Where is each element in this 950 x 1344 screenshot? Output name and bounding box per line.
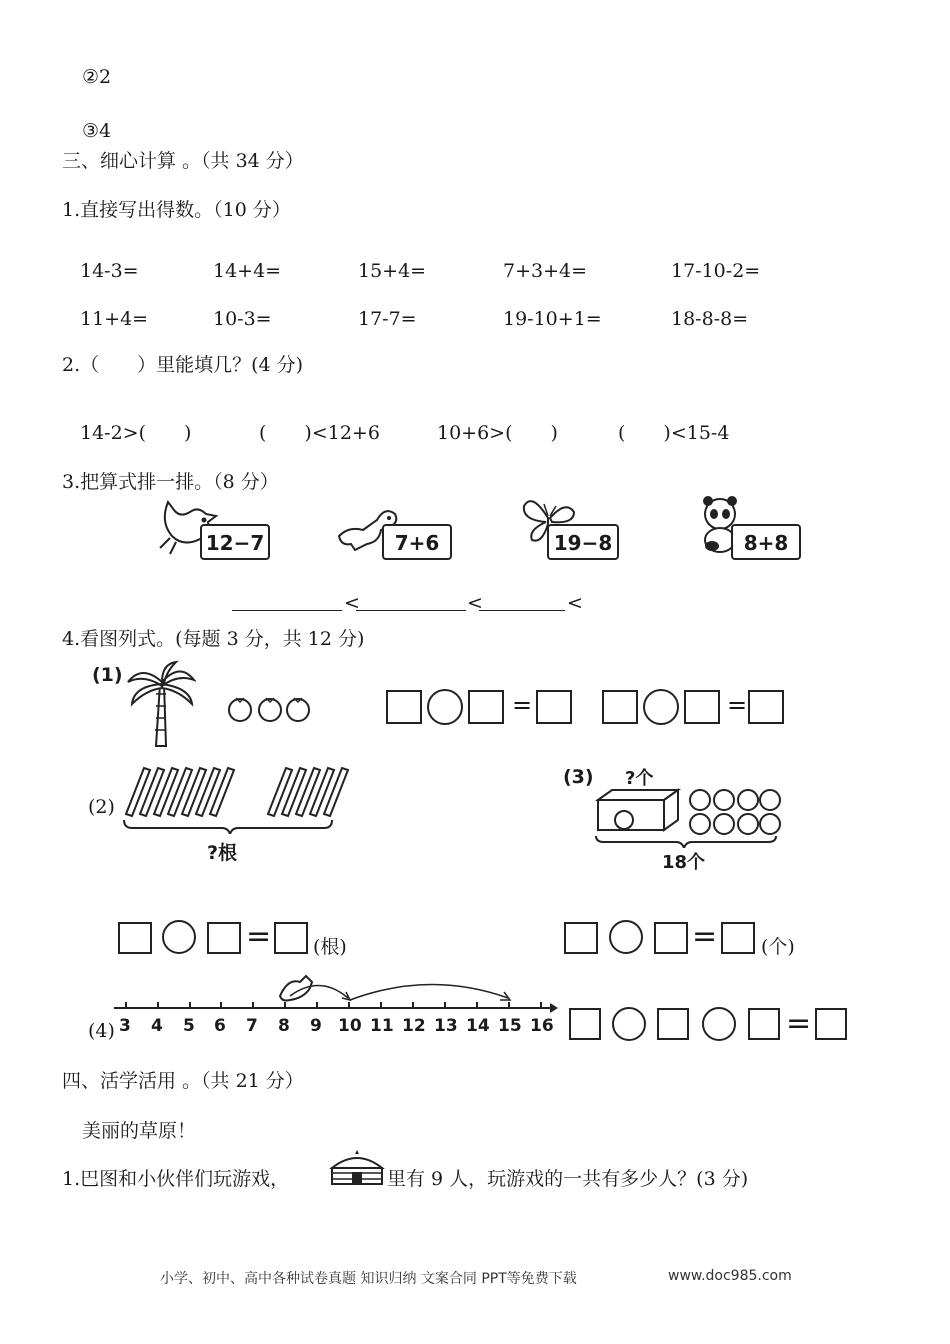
calc-item: 14+4= bbox=[213, 260, 282, 282]
dog-icon bbox=[280, 976, 312, 1001]
operator-circle[interactable] bbox=[643, 689, 679, 725]
yurt-icon bbox=[328, 1148, 386, 1188]
answer-box[interactable] bbox=[602, 690, 638, 724]
q1-title: 1.直接写出得数。（10 分） bbox=[62, 199, 291, 221]
card-12-7: 12−7 bbox=[200, 524, 270, 560]
p3-unit: (个) bbox=[761, 936, 795, 958]
tick-label: 11 bbox=[370, 1016, 394, 1036]
answer-box[interactable] bbox=[468, 690, 504, 724]
compare-item: 14-2>( ) bbox=[80, 422, 192, 444]
tick-label: 5 bbox=[183, 1016, 195, 1036]
calc-item: 18-8-8= bbox=[671, 308, 749, 330]
sticks-icon bbox=[118, 762, 368, 834]
p3-label: (3) bbox=[563, 766, 594, 788]
less-than: < bbox=[344, 592, 360, 614]
q4-title: 4.看图列式。(每题 3 分，共 12 分) bbox=[62, 628, 365, 650]
footer-text: 小学、初中、高中各种试卷真题 知识归纳 文案合同 PPT等免费下载 bbox=[160, 1271, 577, 1287]
operator-circle[interactable] bbox=[702, 1007, 736, 1041]
less-than: < bbox=[467, 592, 483, 614]
tick-label: 6 bbox=[214, 1016, 226, 1036]
card-8-8: 8+8 bbox=[731, 524, 801, 560]
equals-sign: = bbox=[786, 1006, 812, 1041]
section4-subtitle: 美丽的草原！ bbox=[82, 1120, 197, 1142]
equals-sign: = bbox=[727, 691, 748, 719]
operator-circle[interactable] bbox=[609, 920, 643, 954]
tick-label: 4 bbox=[151, 1016, 163, 1036]
p1-label: (1) bbox=[92, 664, 123, 686]
answer-box[interactable] bbox=[748, 690, 784, 724]
option-3: ③4 bbox=[82, 120, 112, 142]
answer-line bbox=[479, 610, 565, 611]
q2-title: 2.（ ）里能填几？(4 分) bbox=[62, 354, 304, 376]
p3-caption: 18个 bbox=[662, 852, 706, 873]
answer-line bbox=[232, 610, 342, 611]
card-7-6: 7+6 bbox=[382, 524, 452, 560]
answer-box[interactable] bbox=[815, 1008, 847, 1040]
coconuts-icon bbox=[226, 694, 314, 724]
operator-circle[interactable] bbox=[612, 1007, 646, 1041]
p4-label: (4) bbox=[88, 1020, 115, 1042]
palm-tree-icon bbox=[126, 660, 196, 748]
number-line bbox=[110, 962, 560, 1042]
p3-top: ?个 bbox=[625, 768, 654, 789]
answer-box[interactable] bbox=[207, 922, 241, 954]
tick-label: 13 bbox=[434, 1016, 458, 1036]
tick-label: 8 bbox=[278, 1016, 290, 1036]
q3-title: 3.把算式排一排。（8 分） bbox=[62, 471, 279, 493]
calc-item: 14-3= bbox=[80, 260, 139, 282]
p2-unit: (根) bbox=[313, 936, 347, 958]
tick-label: 14 bbox=[466, 1016, 490, 1036]
tick-label: 3 bbox=[119, 1016, 131, 1036]
less-than: < bbox=[567, 592, 583, 614]
calc-item: 10-3= bbox=[213, 308, 272, 330]
box-oranges-icon bbox=[592, 786, 782, 848]
answer-box[interactable] bbox=[654, 922, 688, 954]
answer-box[interactable] bbox=[748, 1008, 780, 1040]
card-19-8: 19−8 bbox=[547, 524, 619, 560]
tick-label: 7 bbox=[246, 1016, 258, 1036]
calc-item: 7+3+4= bbox=[503, 260, 588, 282]
operator-circle[interactable] bbox=[162, 920, 196, 954]
calc-item: 19-10+1= bbox=[503, 308, 602, 330]
footer-url[interactable]: www.doc985.com bbox=[668, 1268, 792, 1284]
section4-title: 四、活学活用 。（共 21 分） bbox=[62, 1070, 304, 1092]
equals-sign: = bbox=[246, 919, 272, 954]
p2-caption: ?根 bbox=[207, 842, 238, 864]
calc-item: 15+4= bbox=[358, 260, 427, 282]
tick-label: 16 bbox=[530, 1016, 554, 1036]
answer-box[interactable] bbox=[684, 690, 720, 724]
calc-item: 17-7= bbox=[358, 308, 417, 330]
section3-title: 三、细心计算 。（共 34 分） bbox=[62, 150, 304, 172]
tick-label: 10 bbox=[338, 1016, 362, 1036]
compare-item: ( )<12+6 bbox=[259, 422, 380, 444]
answer-box[interactable] bbox=[657, 1008, 689, 1040]
answer-box[interactable] bbox=[274, 922, 308, 954]
operator-circle[interactable] bbox=[427, 689, 463, 725]
tick-label: 12 bbox=[402, 1016, 426, 1036]
answer-box[interactable] bbox=[118, 922, 152, 954]
answer-box[interactable] bbox=[536, 690, 572, 724]
answer-box[interactable] bbox=[564, 922, 598, 954]
equals-sign: = bbox=[692, 919, 718, 954]
answer-box[interactable] bbox=[569, 1008, 601, 1040]
answer-box[interactable] bbox=[386, 690, 422, 724]
calc-item: 17-10-2= bbox=[671, 260, 761, 282]
option-2: ②2 bbox=[82, 66, 112, 88]
answer-line bbox=[356, 610, 466, 611]
equals-sign: = bbox=[512, 691, 533, 719]
s4-q1-text-a: 1.巴图和小伙伴们玩游戏， bbox=[62, 1168, 290, 1190]
compare-item: 10+6>( ) bbox=[437, 422, 558, 444]
tick-label: 15 bbox=[498, 1016, 522, 1036]
calc-item: 11+4= bbox=[80, 308, 149, 330]
p2-label: (2) bbox=[88, 796, 115, 818]
compare-item: ( )<15-4 bbox=[618, 422, 730, 444]
tick-label: 9 bbox=[310, 1016, 322, 1036]
answer-box[interactable] bbox=[721, 922, 755, 954]
s4-q1-text-b: 里有 9 人，玩游戏的一共有多少人？(3 分) bbox=[387, 1168, 749, 1190]
